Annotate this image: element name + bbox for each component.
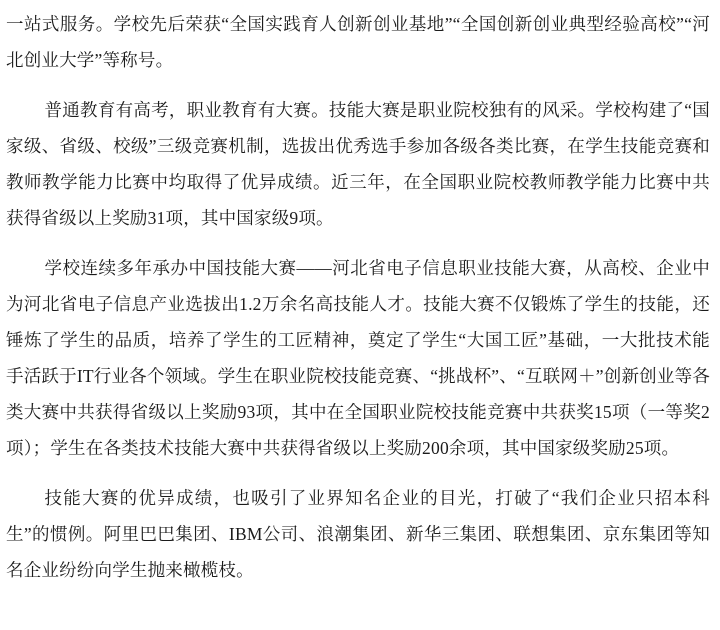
- paragraph-continuation: 一站式服务。学校先后荣获“全国实践育人创新创业基地”“全国创新创业典型经验高校”“河北创业大学”等称号。: [6, 14, 710, 70]
- paragraph-skills-contest-achievements: 学校连续多年承办中国技能大赛——河北省电子信息职业技能大赛，从高校、企业中为河北省电子信息产业选拔出1.2万余名高技能人才。技能大赛不仅锻炼了学生的技能，还锤炼了学生的品质，培养了学生的工匠精神，奠定了学生“大国工匠”基础，一大批技术能手活跃于IT行业各个领域。学生在职业院校技能竞赛、“挑战杯”、“互联网＋”创新创业等各类大赛中共获得省级以上奖励93项，其中在全国职业院校技能竞赛中共获奖15项（一等奖2项）；学生在各类技术技能大赛中共获得省级以上奖励200余项，其中国家级奖励25项。: [6, 258, 710, 458]
- paragraph-vocational-competition: 普通教育有高考，职业教育有大赛。技能大赛是职业院校独有的风采。学校构建了“国家级、省级、校级”三级竞赛机制，选拔出优秀选手参加各级各类比赛，在学生技能竞赛和教师教学能力比赛中均取得了优异成绩。近三年，在全国职业院校教师教学能力比赛中共获得省级以上奖励31项，其中国家级9项。: [6, 100, 710, 228]
- paragraph-enterprise-recruitment: 技能大赛的优异成绩，也吸引了业界知名企业的目光，打破了“我们企业只招本科生”的惯例。阿里巴巴集团、IBM公司、浪潮集团、新华三集团、联想集团、京东集团等知名企业纷纷向学生抛来橄榄枝。: [6, 488, 710, 580]
